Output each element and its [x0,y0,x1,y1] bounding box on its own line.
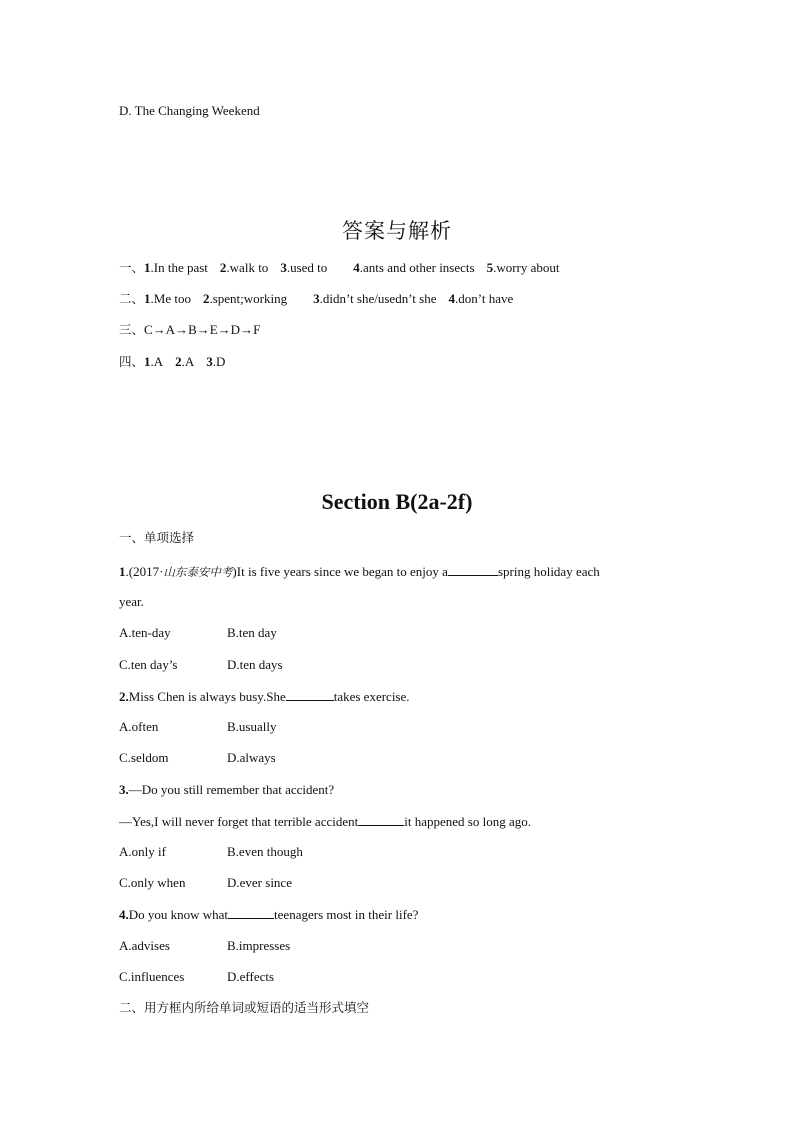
option-b[interactable]: B.impresses [227,938,291,953]
question-2-options-row-1 [119,719,277,735]
question-1-options-row-1 [119,625,277,641]
question-1-options-row-2 [119,657,283,673]
option-b[interactable]: B.even though [227,844,303,859]
question-3-options-row-1 [119,844,303,860]
answer-num: 3 [280,260,287,275]
answer-text: .Me too [150,291,191,306]
question-3-options-row-2 [119,875,292,891]
question-source: .(2017· [125,564,164,579]
answer-text: .D [212,354,226,369]
answer-text: .A [181,354,195,369]
answer-num: 1 [144,260,151,275]
answer-text: .A [150,354,164,369]
section-title: Section B(2a-2f) [321,489,473,514]
answer-row-prefix: 一、 [119,260,145,275]
question-3 [119,782,334,798]
answer-text: .In the past [150,260,208,275]
answer-row-4 [119,354,225,370]
question-1 [119,563,600,580]
answer-row-1 [119,260,560,276]
answer-text: C→A→B→E→D→F [144,322,261,337]
question-4-options-row-1 [119,938,291,954]
answer-text: .didn’t she/usedn’t she [319,291,437,306]
option-a[interactable]: A.advises [119,938,170,953]
question-4-options-row-2 [119,969,275,985]
option-d[interactable]: D.ten days [227,657,283,672]
question-stem: Do you know what [128,907,229,922]
option-b[interactable]: B.ten day [227,625,277,640]
option-c[interactable]: C.influences [119,969,185,984]
option-a[interactable]: A.often [119,719,159,734]
question-source-close: ) [232,564,237,579]
answer-text: .don’t have [454,291,514,306]
answer-num: 5 [486,260,494,275]
option-c[interactable]: C.only when [119,875,186,890]
question-number: 2. [119,689,129,704]
question-stem-end: spring holiday each [497,564,600,579]
question-3-line-2 [119,813,531,830]
question-dialogue-line-1: —Do you still remember that accident? [128,782,335,797]
question-1-continuation: year. [119,594,144,609]
answer-text: .spent;working [209,291,288,306]
question-number: 4. [119,907,129,922]
answer-num: 2 [219,260,227,275]
answer-row-prefix: 二、 [119,291,145,306]
option-c[interactable]: C.ten day’s [119,657,178,672]
answer-text: .walk to [226,260,269,275]
question-number: 3. [119,782,129,797]
question-source-cn: 山东泰安中考 [163,565,233,579]
answer-text: .used to [286,260,328,275]
answer-num: 3 [313,291,320,306]
answer-text: .ants and other insects [359,260,475,275]
answer-text: .worry about [493,260,560,275]
answer-blank[interactable] [448,563,498,576]
answer-num: 1 [144,354,151,369]
option-a[interactable]: A.ten-day [119,625,171,640]
answer-row-3 [119,322,260,338]
question-stem-end: takes exercise. [333,689,410,704]
answer-row-2 [119,291,513,307]
answer-num: 1 [144,291,151,306]
question-stem-end: teenagers most in their life? [274,907,419,922]
answer-num: 4 [353,260,360,275]
part1-heading: 一、单项选择 [119,530,195,545]
question-4 [119,906,418,923]
answer-row-prefix: 三、 [119,322,145,337]
question-stem: —Yes,I will never forget that terrible accident [119,814,359,829]
answer-section-title: 答案与解析 [342,219,452,243]
option-b[interactable]: B.usually [227,719,277,734]
answer-num: 2 [175,354,182,369]
question-stem: It is five years since we began to enjoy a [236,564,448,579]
question-stem: Miss Chen is always busy.She [128,689,286,704]
option-c[interactable]: C.seldom [119,750,169,765]
option-d[interactable]: D.effects [227,969,275,984]
option-d[interactable]: D.always [227,750,276,765]
question-stem-end: it happened so long ago. [404,814,531,829]
question-2-options-row-2 [119,750,276,766]
answer-blank[interactable] [286,688,334,701]
answer-num: 2 [202,291,210,306]
previous-option-d: D. The Changing Weekend [119,103,260,118]
answer-num: 4 [448,291,455,306]
answer-blank[interactable] [358,813,404,826]
answer-blank[interactable] [228,906,274,919]
question-number: 1 [119,564,126,579]
answer-row-prefix: 四、 [119,354,145,369]
option-a[interactable]: A.only if [119,844,166,859]
question-2 [119,688,410,705]
answer-num: 3 [206,354,213,369]
part2-heading: 二、用方框内所给单词或短语的适当形式填空 [119,1000,370,1015]
option-d[interactable]: D.ever since [227,875,292,890]
